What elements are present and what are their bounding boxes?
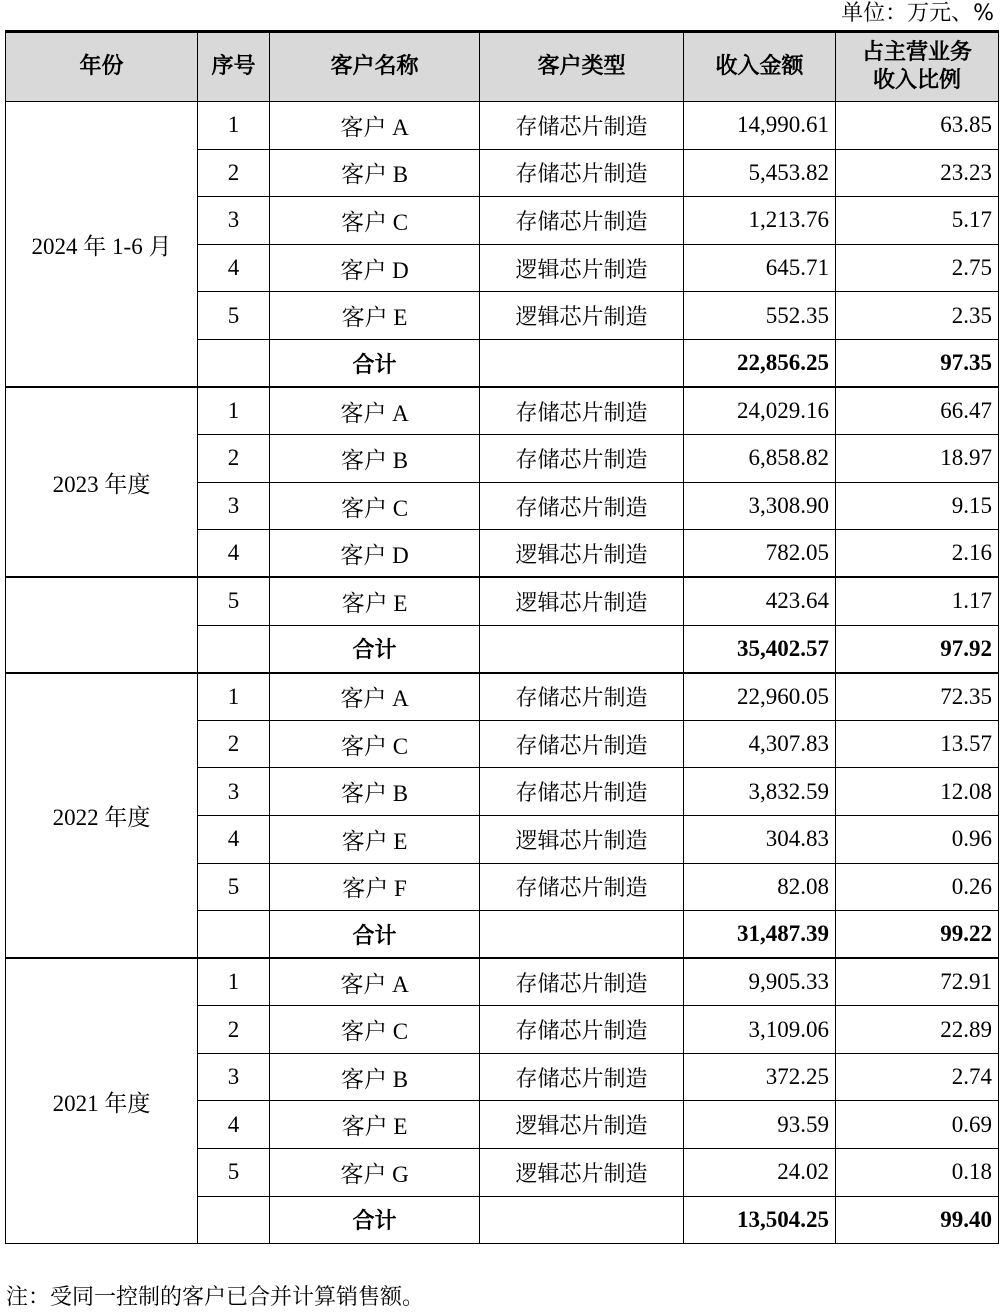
ratio-cell: 72.91	[836, 958, 999, 1006]
customer-name-cell: 客户 B	[270, 768, 480, 816]
year-cell: 2024 年 1-6 月	[6, 102, 198, 388]
table-row	[6, 387, 999, 435]
seq-cell: 5	[198, 577, 270, 625]
amount-cell: 14,990.61	[684, 102, 836, 150]
ratio-cell: 72.35	[836, 673, 999, 721]
total-ratio-cell: 97.35	[836, 339, 999, 387]
total-ratio-cell: 99.22	[836, 911, 999, 959]
customer-type-cell: 存储芯片制造	[480, 863, 684, 911]
amount-cell: 423.64	[684, 577, 836, 625]
amount-cell: 5,453.82	[684, 149, 836, 197]
ratio-cell: 22.89	[836, 1006, 999, 1054]
ratio-cell: 5.17	[836, 197, 999, 245]
customer-name-cell: 客户 C	[270, 482, 480, 530]
seq-cell: 2	[198, 435, 270, 483]
customer-name-cell: 客户 A	[270, 387, 480, 435]
total-seq-cell	[198, 911, 270, 959]
customer-name-cell: 客户 G	[270, 1149, 480, 1197]
seq-cell: 5	[198, 863, 270, 911]
ratio-cell: 0.26	[836, 863, 999, 911]
amount-cell: 3,109.06	[684, 1006, 836, 1054]
ratio-cell: 18.97	[836, 435, 999, 483]
seq-cell: 3	[198, 1053, 270, 1101]
amount-cell: 24,029.16	[684, 387, 836, 435]
seq-cell: 5	[198, 1149, 270, 1197]
amount-cell: 9,905.33	[684, 958, 836, 1006]
customer-name-cell: 客户 E	[270, 815, 480, 863]
year-cell: 2023 年度	[6, 387, 198, 577]
amount-cell: 372.25	[684, 1053, 836, 1101]
amount-cell: 24.02	[684, 1149, 836, 1197]
total-label-cell: 合计	[270, 1196, 480, 1244]
header-ratio	[836, 32, 999, 102]
table-header-row	[6, 32, 999, 102]
total-amount-cell: 22,856.25	[684, 339, 836, 387]
customer-type-cell: 存储芯片制造	[480, 435, 684, 483]
seq-cell: 2	[198, 1006, 270, 1054]
total-seq-cell	[198, 339, 270, 387]
unit-label: 单位：万元、%	[841, 1, 994, 26]
customer-type-cell: 存储芯片制造	[480, 387, 684, 435]
year-cell: 2021 年度	[6, 958, 198, 1244]
total-ratio-cell: 97.92	[836, 625, 999, 673]
ratio-cell: 2.74	[836, 1053, 999, 1101]
seq-cell: 1	[198, 673, 270, 721]
header-type: 客户类型	[480, 32, 684, 102]
seq-cell: 1	[198, 958, 270, 1006]
customer-type-cell: 逻辑芯片制造	[480, 244, 684, 292]
customer-type-cell: 存储芯片制造	[480, 149, 684, 197]
total-seq-cell	[198, 1196, 270, 1244]
customer-type-cell: 存储芯片制造	[480, 482, 684, 530]
ratio-cell: 13.57	[836, 720, 999, 768]
header-ratio-line2: 收入比例	[872, 68, 961, 93]
header-year: 年份	[6, 32, 198, 102]
total-type-cell	[480, 1196, 684, 1244]
amount-cell: 304.83	[684, 815, 836, 863]
customer-name-cell: 客户 A	[270, 102, 480, 150]
seq-cell: 2	[198, 149, 270, 197]
customer-name-cell: 客户 C	[270, 1006, 480, 1054]
customer-name-cell: 客户 D	[270, 244, 480, 292]
total-amount-cell: 35,402.57	[684, 625, 836, 673]
ratio-cell: 66.47	[836, 387, 999, 435]
customer-revenue-table	[5, 30, 999, 1244]
footnote: 注：受同一控制的客户已合并计算销售额。	[6, 1285, 425, 1310]
ratio-cell: 12.08	[836, 768, 999, 816]
customer-type-cell: 存储芯片制造	[480, 958, 684, 1006]
customer-type-cell: 存储芯片制造	[480, 102, 684, 150]
customer-type-cell: 存储芯片制造	[480, 768, 684, 816]
ratio-cell: 9.15	[836, 482, 999, 530]
customer-type-cell: 存储芯片制造	[480, 720, 684, 768]
amount-cell: 3,308.90	[684, 482, 836, 530]
seq-cell: 4	[198, 244, 270, 292]
amount-cell: 552.35	[684, 292, 836, 340]
customer-type-cell: 逻辑芯片制造	[480, 1149, 684, 1197]
total-label-cell: 合计	[270, 339, 480, 387]
amount-cell: 645.71	[684, 244, 836, 292]
total-type-cell	[480, 339, 684, 387]
seq-cell: 4	[198, 1101, 270, 1149]
customer-name-cell: 客户 C	[270, 197, 480, 245]
customer-name-cell: 客户 F	[270, 863, 480, 911]
customer-name-cell: 客户 E	[270, 577, 480, 625]
seq-cell: 4	[198, 530, 270, 578]
table-row	[6, 577, 999, 625]
customer-name-cell: 客户 B	[270, 149, 480, 197]
customer-type-cell: 存储芯片制造	[480, 673, 684, 721]
year-cell: 2022 年度	[6, 673, 198, 959]
amount-cell: 82.08	[684, 863, 836, 911]
amount-cell: 3,832.59	[684, 768, 836, 816]
ratio-cell: 0.69	[836, 1101, 999, 1149]
table-row	[6, 673, 999, 721]
customer-type-cell: 逻辑芯片制造	[480, 815, 684, 863]
seq-cell: 3	[198, 482, 270, 530]
ratio-cell: 2.16	[836, 530, 999, 578]
customer-name-cell: 客户 C	[270, 720, 480, 768]
total-type-cell	[480, 625, 684, 673]
customer-name-cell: 客户 B	[270, 435, 480, 483]
ratio-cell: 23.23	[836, 149, 999, 197]
amount-cell: 4,307.83	[684, 720, 836, 768]
seq-cell: 3	[198, 197, 270, 245]
seq-cell: 1	[198, 102, 270, 150]
customer-name-cell: 客户 A	[270, 673, 480, 721]
customer-name-cell: 客户 A	[270, 958, 480, 1006]
customer-type-cell: 逻辑芯片制造	[480, 292, 684, 340]
customer-name-cell: 客户 D	[270, 530, 480, 578]
customer-type-cell: 存储芯片制造	[480, 197, 684, 245]
seq-cell: 2	[198, 720, 270, 768]
customer-name-cell: 客户 B	[270, 1053, 480, 1101]
customer-name-cell: 客户 E	[270, 292, 480, 340]
customer-type-cell: 逻辑芯片制造	[480, 1101, 684, 1149]
seq-cell: 1	[198, 387, 270, 435]
year-cell	[6, 577, 198, 672]
total-ratio-cell: 99.40	[836, 1196, 999, 1244]
total-amount-cell: 13,504.25	[684, 1196, 836, 1244]
ratio-cell: 0.96	[836, 815, 999, 863]
customer-name-cell: 客户 E	[270, 1101, 480, 1149]
ratio-cell: 1.17	[836, 577, 999, 625]
total-label-cell: 合计	[270, 911, 480, 959]
header-amount: 收入金额	[684, 32, 836, 102]
amount-cell: 93.59	[684, 1101, 836, 1149]
customer-type-cell: 存储芯片制造	[480, 1006, 684, 1054]
header-seq: 序号	[198, 32, 270, 102]
ratio-cell: 2.75	[836, 244, 999, 292]
total-seq-cell	[198, 625, 270, 673]
customer-type-cell: 逻辑芯片制造	[480, 577, 684, 625]
ratio-cell: 2.35	[836, 292, 999, 340]
header-customer: 客户名称	[270, 32, 480, 102]
total-label-cell: 合计	[270, 625, 480, 673]
table-row	[6, 102, 999, 150]
table-body	[6, 102, 999, 1244]
total-amount-cell: 31,487.39	[684, 911, 836, 959]
amount-cell: 782.05	[684, 530, 836, 578]
ratio-cell: 63.85	[836, 102, 999, 150]
customer-type-cell: 存储芯片制造	[480, 1053, 684, 1101]
amount-cell: 22,960.05	[684, 673, 836, 721]
customer-type-cell: 逻辑芯片制造	[480, 530, 684, 578]
amount-cell: 6,858.82	[684, 435, 836, 483]
table-row	[6, 958, 999, 1006]
seq-cell: 3	[198, 768, 270, 816]
header-ratio-line1: 占主营业务	[861, 40, 972, 65]
seq-cell: 4	[198, 815, 270, 863]
amount-cell: 1,213.76	[684, 197, 836, 245]
seq-cell: 5	[198, 292, 270, 340]
total-type-cell	[480, 911, 684, 959]
ratio-cell: 0.18	[836, 1149, 999, 1197]
